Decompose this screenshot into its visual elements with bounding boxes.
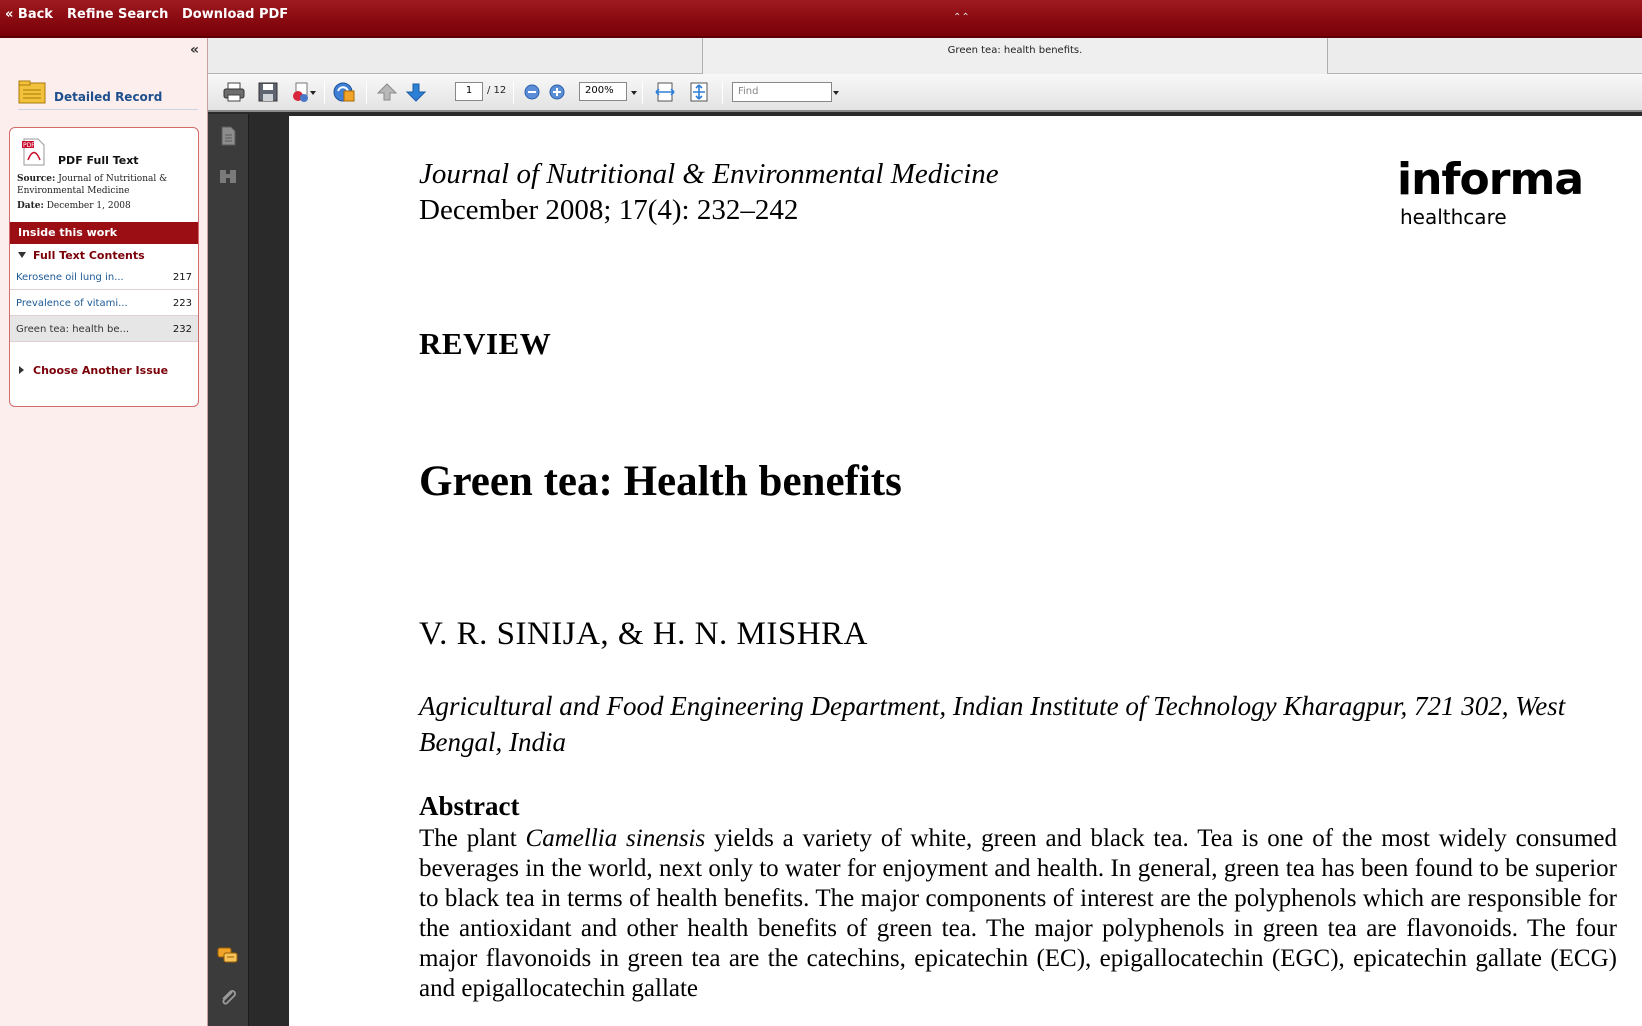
collapse-header-icon[interactable]: ⌃⌃ <box>953 12 970 23</box>
find-input[interactable]: Find <box>732 82 832 102</box>
fit-width-icon[interactable] <box>653 81 677 103</box>
detailed-record-link[interactable] <box>18 80 198 110</box>
toolbar-separator <box>513 82 514 104</box>
author-affiliation: Agricultural and Food Engineering Department, Indian Institute of Technology Kharagpur, 721 302, West Bengal, India <box>419 691 1566 757</box>
triangle-right-icon <box>19 366 24 374</box>
source-value: Journal of Nutritional & Environmental Medicine <box>17 174 168 196</box>
article-title: Green tea: Health benefits <box>419 458 902 505</box>
toc-item-page: 232 <box>172 324 192 335</box>
journal-name: Journal of Nutritional & Environmental Medicine <box>419 158 999 190</box>
source-label: Source: <box>17 174 56 184</box>
toolbar-separator <box>722 82 723 104</box>
abstract-rest: yields a variety of white, green and black tea. Tea is one of the most widely consumed beverages in the world, next only to water for enjoyment and health. In general, green tea has been found to be superior to black tea in terms of health benefits. The major components of interest are the polyphenols which are responsible for the antioxidant and other health benefits of green tea. The major polyphenols in green tea are flavonoids. The four major flavonoids in green tea are the catechins, epicatechin (EC), epigallocatechin (EGC), epicatechin gallate (ECG) and epigallocatechin gallate <box>419 825 1617 1002</box>
issue-dateline: December 2008; 17(4): 232–242 <box>419 194 799 226</box>
full-text-contents-label: Full Text Contents <box>33 249 145 262</box>
navigation-pane <box>208 114 249 1026</box>
pages-icon[interactable] <box>217 125 239 147</box>
publisher-logo-main: informa <box>1397 154 1584 205</box>
toolbar-separator <box>366 82 367 104</box>
save-icon[interactable] <box>256 81 280 103</box>
date-label: Date: <box>17 201 44 211</box>
toc-item[interactable] <box>10 290 199 316</box>
triangle-down-icon <box>18 252 26 258</box>
find-dropdown-icon[interactable] <box>833 91 839 95</box>
page-number-input[interactable]: 1 <box>455 82 483 101</box>
zoom-dropdown-icon[interactable] <box>631 91 637 95</box>
full-text-contents-toggle[interactable] <box>18 249 145 262</box>
back-link[interactable]: « Back <box>5 7 53 22</box>
choose-another-issue-toggle[interactable] <box>19 364 168 377</box>
page-total: / 12 <box>487 85 507 96</box>
folder-icon <box>18 80 46 104</box>
share-dropdown-icon[interactable] <box>310 91 316 95</box>
left-sidebar <box>0 38 208 1026</box>
abstract-lead: The plant <box>419 825 526 852</box>
toolbar-separator <box>642 82 643 104</box>
abstract-species: Camellia sinensis <box>525 825 706 852</box>
date-meta <box>17 200 195 212</box>
bookmarks-icon[interactable] <box>217 165 239 187</box>
toc-item[interactable] <box>10 264 199 290</box>
toc-item-title: Kerosene oil lung in... <box>16 272 124 283</box>
inside-this-work-header: Inside this work <box>10 222 199 244</box>
top-navigation-bar <box>0 0 1642 38</box>
attachments-icon[interactable] <box>217 986 239 1008</box>
refine-search-link[interactable]: Refine Search <box>67 7 169 22</box>
document-tab-bar <box>208 38 1642 74</box>
publisher-logo-sub: healthcare <box>1400 205 1507 229</box>
article-section: REVIEW <box>419 326 552 361</box>
article-authors: V. R. SINIJA, & H. N. MISHRA <box>419 616 868 652</box>
document-tab[interactable]: Green tea: health benefits. <box>702 38 1328 74</box>
pdf-icon <box>22 138 46 166</box>
choose-another-issue-label: Choose Another Issue <box>33 364 169 377</box>
collapse-sidebar-icon[interactable]: « <box>189 42 199 58</box>
svg-text:PDF: PDF <box>23 142 35 149</box>
zoom-in-icon[interactable] <box>545 81 569 103</box>
pdf-full-text-label[interactable]: PDF Full Text <box>58 154 139 167</box>
toc-item-page: 223 <box>172 298 192 309</box>
zoom-level-input[interactable]: 200% <box>579 82 627 101</box>
source-meta <box>17 173 195 197</box>
comments-icon[interactable] <box>217 945 239 967</box>
collaborate-icon[interactable] <box>332 81 356 103</box>
toc-item-title: Green tea: health be... <box>16 324 130 335</box>
toolbar-separator <box>324 82 325 104</box>
toc-item-page: 217 <box>172 272 192 283</box>
fit-page-icon[interactable] <box>687 81 711 103</box>
abstract-body <box>419 824 1617 1004</box>
abstract-heading: Abstract <box>419 791 520 821</box>
date-value: December 1, 2008 <box>46 201 131 211</box>
next-page-icon[interactable] <box>404 81 428 103</box>
detailed-record-label: Detailed Record <box>54 90 163 104</box>
pdf-viewer <box>208 38 1642 1026</box>
full-text-panel <box>9 127 199 407</box>
pdf-toolbar <box>208 74 1642 112</box>
download-pdf-link[interactable]: Download PDF <box>182 7 289 22</box>
pdf-page <box>289 116 1642 1026</box>
zoom-out-icon[interactable] <box>520 81 544 103</box>
toc-item-selected[interactable] <box>10 316 199 342</box>
print-icon[interactable] <box>222 81 246 103</box>
previous-page-icon[interactable] <box>375 81 399 103</box>
toc-item-title: Prevalence of vitami... <box>16 298 128 309</box>
